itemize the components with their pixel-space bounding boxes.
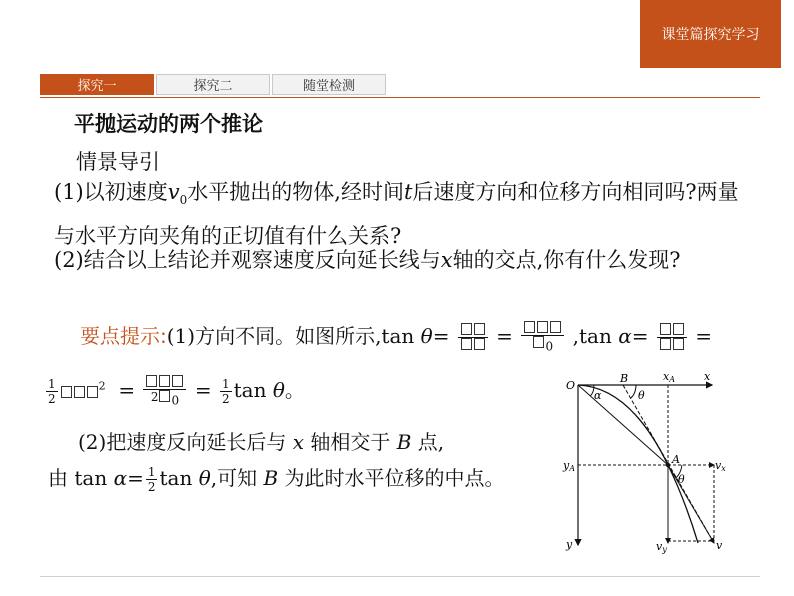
fraction-half: $\frac{1}{2}$ <box>221 377 230 406</box>
label-xA: xA <box>663 370 675 384</box>
label-O: O <box>566 379 576 392</box>
label-x: x <box>704 370 711 383</box>
point-A <box>666 463 670 467</box>
label-vx: vx <box>715 459 726 473</box>
theta-arc <box>631 385 636 398</box>
fraction-half-2: $\frac{1}{2}$ <box>147 465 156 494</box>
tab-bar <box>40 74 388 95</box>
question-1: (1)以初速度$v_0$水平抛出的物体,经时间t后速度方向和位移方向相同吗?两量与水平方向夹角的正切值有什么关系? <box>54 180 739 249</box>
label-v: v <box>716 539 723 552</box>
footer-divider <box>40 576 760 577</box>
tab-explore-1[interactable]: 探究一 <box>40 74 154 95</box>
fraction-y-x <box>657 323 687 352</box>
fraction-gt-2v0: 2 $_0$ <box>143 375 186 407</box>
hint-point-2: (2)把速度反向延长后与 x 轴相交于 B 点, <box>78 430 445 454</box>
label-B: B <box>620 372 629 385</box>
label-alpha: α <box>594 389 602 402</box>
fraction-half-gt2: $\frac{1}{2}$ <box>48 377 56 406</box>
page-title: 平抛运动的两个推论 <box>74 112 263 136</box>
displacement-line <box>578 385 668 465</box>
section-badge: 课堂篇探究学习 <box>640 0 781 68</box>
trajectory-curve <box>578 385 698 543</box>
label-theta2: θ <box>678 473 685 486</box>
header-divider <box>40 97 760 98</box>
hint-label: 要点提示: <box>80 324 167 348</box>
label-A: A <box>672 453 680 466</box>
tab-explore-2[interactable]: 探究二 <box>156 74 270 95</box>
label-y: y <box>566 538 573 551</box>
label-vy: vy <box>656 540 667 554</box>
fraction-gt-v0: 0 <box>521 321 564 353</box>
question-2: (2)结合以上结论并观察速度反向延长线与x轴的交点,你有什么发现? <box>54 248 681 272</box>
label-theta: θ <box>638 389 645 402</box>
hint-conclusion: 由 tan α= $\frac{1}{2}$ tan θ,可知 B 为此时水平位移的中点。 <box>48 465 505 494</box>
section-subtitle: 情景导引 <box>76 150 160 174</box>
tab-quiz[interactable]: 随堂检测 <box>272 74 386 95</box>
velocity-arrow <box>668 465 714 543</box>
fraction-vy-vx <box>458 323 488 352</box>
projectile-diagram <box>560 365 740 555</box>
equation-line: $\frac{1}{2}$ $^2$ = 2 $_0$ = $\frac{1}{2}$ tan θ。 <box>48 377 305 408</box>
hint-line: 要点提示:(1)方向不同。如图所示,tan θ= = $_0$ ,tan α= = <box>80 320 712 354</box>
label-yA: yA <box>563 459 575 473</box>
